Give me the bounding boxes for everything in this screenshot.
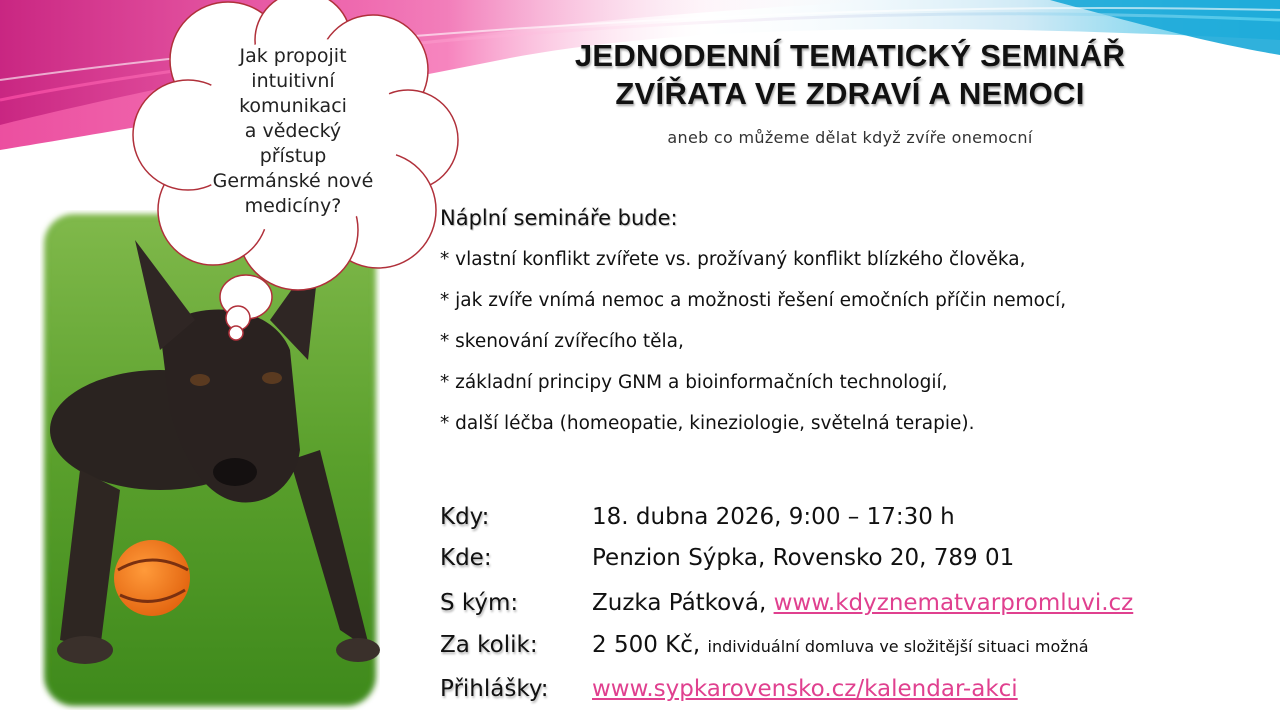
title-line-2: ZVÍŘATA VE ZDRAVÍ A NEMOCI [615,76,1085,111]
subtitle: aneb co můžeme dělat když zvíře onemocní [667,128,1033,147]
program-heading: Náplní semináře bude: [440,206,678,230]
skym-value [592,590,1133,616]
program-item: * jak zvíře vnímá nemoc a možnosti řešení emočních příčin nemocí, [440,290,1067,311]
prihlasky-value [592,676,1018,702]
kde-label: Kde: [440,545,492,571]
zakolik-note: individuální domluva ve složitější situaci možná [707,637,1089,656]
program-item: * skenování zvířecího těla, [440,331,684,352]
kdy-value: 18. dubna 2026, 9:00 – 17:30 h [592,504,955,530]
zakolik-label: Za kolik: [440,632,538,658]
cloud-text [180,44,406,219]
kdyznematvarpromluvi-link[interactable]: www.kdyznematvarpromluvi.cz [773,590,1134,616]
zakolik-price: 2 500 Kč, [592,632,701,658]
title-line-1: JEDNODENNÍ TEMATICKÝ SEMINÁŘ [574,38,1126,73]
program-item: * základní principy GNM a bioinformačních technologií, [440,372,948,393]
sypkarovensko-link[interactable]: www.sypkarovensko.cz/kalendar-akci [592,676,1018,702]
kde-value: Penzion Sýpka, Rovensko 20, 789 01 [592,545,1015,571]
cloud-line: a vědecký [244,120,342,142]
program-item: * další léčba (homeopatie, kineziologie, světelná terapie). [440,413,975,434]
cloud-line: intuitivní [251,70,335,92]
cloud-line: komunikaci [239,95,347,117]
zakolik-value [592,632,1089,658]
cloud-line: Jak propojit [239,45,347,67]
prihlasky-label: Přihlášky: [440,676,549,702]
cloud-line: přístup [259,145,327,167]
cloud-line: medicíny? [244,195,342,217]
skym-name: Zuzka Pátková, [592,590,767,616]
skym-label: S kým: [440,590,519,616]
cloud-line: Germánské nové [212,170,374,192]
kdy-label: Kdy: [440,504,490,530]
program-item: * vlastní konflikt zvířete vs. prožívaný konflikt blízkého člověka, [440,249,1026,270]
